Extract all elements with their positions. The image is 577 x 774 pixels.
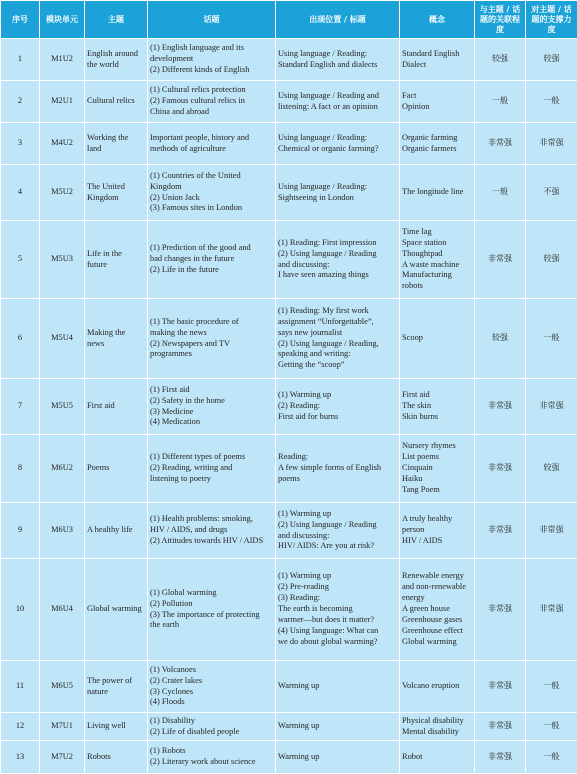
- topics-cell-line: (3) The importance of protecting: [150, 610, 273, 621]
- support-rating: 一般: [526, 299, 577, 379]
- location-cell-line: I have seen amazing things: [278, 270, 397, 281]
- support-rating: 一般: [526, 661, 577, 713]
- topics-cell-line: (2) Union Jack: [150, 193, 273, 204]
- location-cell-line: (1) Reading: First impression: [278, 238, 397, 249]
- theme-cell-line: news: [87, 339, 145, 350]
- location-cell-line: and discussing:: [278, 260, 397, 271]
- topics-cell-line: (2) Safety in the home: [150, 396, 273, 407]
- relevance-rating: 非常强: [475, 123, 526, 165]
- relevance-rating: 较强: [475, 299, 526, 379]
- topics-cell-line: (4) Medication: [150, 417, 273, 428]
- support-rating: 一般: [526, 741, 577, 774]
- location-cell-line: warmer—but does it matter?: [278, 615, 397, 626]
- topics-cell-line: (2) Different kinds of English: [150, 65, 273, 76]
- concepts-cell-line: Standard English: [402, 49, 472, 60]
- row-number: 1: [1, 39, 40, 81]
- concepts-cell-line: person: [402, 525, 472, 536]
- location-cell-line: First aid for burns: [278, 412, 397, 423]
- topics-cell: [148, 713, 276, 741]
- topics-cell-line: (2) Reading, writing and: [150, 463, 273, 474]
- concepts-cell-line: A green house: [402, 604, 472, 615]
- concepts-cell-line: energy: [402, 593, 472, 604]
- theme-cell-line: Cultural relics: [87, 96, 145, 107]
- location-cell-line: A few simple forms of English: [278, 463, 397, 474]
- relevance-rating: 非常强: [475, 661, 526, 713]
- theme-cell: [85, 299, 148, 379]
- topics-cell-line: the earth: [150, 620, 273, 631]
- module-unit: M7U1: [40, 713, 85, 741]
- row-number: 2: [1, 81, 40, 123]
- support-rating: 较强: [526, 435, 577, 503]
- row-number: 8: [1, 435, 40, 503]
- module-unit: M6U3: [40, 503, 85, 559]
- topics-cell: [148, 559, 276, 661]
- concepts-cell-line: Skin burns: [402, 412, 472, 423]
- theme-cell-line: A healthy life: [87, 525, 145, 536]
- header-topics: 话题: [148, 1, 276, 39]
- table-row: [1, 123, 577, 165]
- table-row: [1, 713, 577, 741]
- table-row: [1, 435, 577, 503]
- topics-cell: [148, 123, 276, 165]
- concepts-cell: [400, 741, 475, 774]
- topics-cell: [148, 661, 276, 713]
- topics-cell-line: China and abroad: [150, 107, 273, 118]
- row-number: 7: [1, 379, 40, 435]
- concepts-cell-line: Dialect: [402, 60, 472, 71]
- location-cell: [276, 741, 400, 774]
- topics-cell-line: Important people, history and: [150, 133, 273, 144]
- header-unit: 模块单元: [40, 1, 85, 39]
- topics-cell-line: HIV / AIDS, and drugs: [150, 525, 273, 536]
- location-cell-line: Chemical or organic farming?: [278, 144, 397, 155]
- support-rating: 一般: [526, 81, 577, 123]
- header-theme: 主题: [85, 1, 148, 39]
- location-cell-line: says new journalist: [278, 328, 397, 339]
- header-relevance: 与主题 / 话题的关联程度: [475, 1, 526, 39]
- location-cell-line: speaking and writing:: [278, 349, 397, 360]
- location-cell-line: Using language / Reading and: [278, 91, 397, 102]
- topics-cell-line: (4) Floods: [150, 697, 273, 708]
- theme-cell: [85, 713, 148, 741]
- theme-cell: [85, 165, 148, 221]
- concepts-cell-line: The skin: [402, 401, 472, 412]
- location-cell-line: (2) Pre-reading: [278, 582, 397, 593]
- support-rating: 不强: [526, 165, 577, 221]
- table-row: [1, 503, 577, 559]
- row-number: 13: [1, 741, 40, 774]
- theme-cell-line: Global warming: [87, 604, 145, 615]
- row-number: 5: [1, 221, 40, 299]
- module-unit: M6U2: [40, 435, 85, 503]
- concepts-cell-line: Space station: [402, 238, 472, 249]
- header-row: [1, 1, 577, 39]
- topics-cell-line: (1) Robots: [150, 746, 273, 757]
- location-cell: [276, 123, 400, 165]
- theme-cell-line: The power of: [87, 676, 145, 687]
- topics-cell-line: development: [150, 54, 273, 65]
- concepts-cell: [400, 379, 475, 435]
- location-cell-line: (2) Using language / Reading,: [278, 339, 397, 350]
- concepts-cell: [400, 123, 475, 165]
- table-row: [1, 379, 577, 435]
- topics-cell: [148, 39, 276, 81]
- topics-cell: [148, 221, 276, 299]
- topics-cell-line: making the news: [150, 328, 273, 339]
- location-cell: [276, 299, 400, 379]
- topics-cell-line: (3) Famous sites in London: [150, 203, 273, 214]
- header-concepts: 概念: [400, 1, 475, 39]
- concepts-cell: [400, 39, 475, 81]
- topics-cell-line: (2) Newspapers and TV: [150, 339, 273, 350]
- location-cell-line: assignment “Unforgettable”,: [278, 317, 397, 328]
- location-cell-line: (2) Using language / Reading: [278, 520, 397, 531]
- theme-cell-line: English around: [87, 49, 145, 60]
- module-unit: M5U4: [40, 299, 85, 379]
- relevance-rating: 非常强: [475, 435, 526, 503]
- topics-cell: [148, 379, 276, 435]
- concepts-cell-line: The longitude line: [402, 187, 472, 198]
- module-unit: M1U2: [40, 39, 85, 81]
- concepts-cell: [400, 559, 475, 661]
- theme-cell-line: Poems: [87, 463, 145, 474]
- location-cell: [276, 379, 400, 435]
- location-cell-line: Using language / Reading:: [278, 133, 397, 144]
- relevance-rating: 非常强: [475, 741, 526, 774]
- location-cell-line: Using language / Reading:: [278, 49, 397, 60]
- theme-cell: [85, 741, 148, 774]
- topics-cell-line: (1) Disability: [150, 716, 273, 727]
- topics-cell-line: (2) Life of disabled people: [150, 727, 273, 738]
- location-cell: [276, 165, 400, 221]
- support-rating: 较强: [526, 39, 577, 81]
- relevance-rating: 一般: [475, 165, 526, 221]
- topics-cell-line: (1) Different types of poems: [150, 452, 273, 463]
- concepts-cell: [400, 81, 475, 123]
- topics-cell: [148, 435, 276, 503]
- location-cell-line: (1) Warming up: [278, 390, 397, 401]
- topics-cell-line: (1) Cultural relics protection: [150, 85, 273, 96]
- support-rating: 非常强: [526, 559, 577, 661]
- location-cell-line: (1) Warming up: [278, 509, 397, 520]
- location-cell-line: Sightseeing in London: [278, 193, 397, 204]
- concepts-cell: [400, 661, 475, 713]
- theme-cell: [85, 221, 148, 299]
- topics-cell-line: Kingdom: [150, 182, 273, 193]
- concepts-cell-line: robots: [402, 281, 472, 292]
- concepts-cell-line: Physical disability: [402, 716, 472, 727]
- location-cell-line: Warming up: [278, 752, 397, 763]
- location-cell: [276, 81, 400, 123]
- concepts-cell-line: A truly healthy: [402, 514, 472, 525]
- topics-cell-line: (2) Famous cultural relics in: [150, 96, 273, 107]
- topics-cell: [148, 299, 276, 379]
- theme-cell: [85, 435, 148, 503]
- relevance-rating: 非常强: [475, 713, 526, 741]
- location-cell-line: HIV/ AIDS: Are you at risk?: [278, 541, 397, 552]
- topics-cell-line: (2) Attitudes towards HIV / AIDS: [150, 536, 273, 547]
- topics-cell-line: (1) The basic procedure of: [150, 317, 273, 328]
- table-row: [1, 39, 577, 81]
- location-cell-line: The earth is becoming: [278, 604, 397, 615]
- concepts-cell: [400, 299, 475, 379]
- table-header: [1, 1, 577, 39]
- location-cell: [276, 221, 400, 299]
- topics-cell-line: (1) Global warming: [150, 588, 273, 599]
- concepts-cell: [400, 165, 475, 221]
- row-number: 12: [1, 713, 40, 741]
- topics-cell: [148, 165, 276, 221]
- theme-cell-line: nature: [87, 687, 145, 698]
- topics-cell: [148, 741, 276, 774]
- location-cell-line: Using language / Reading:: [278, 182, 397, 193]
- support-rating: 非常强: [526, 123, 577, 165]
- theme-cell-line: land: [87, 144, 145, 155]
- theme-cell-line: Living well: [87, 721, 145, 732]
- location-cell: [276, 661, 400, 713]
- topics-cell-line: (2) Literary work about science: [150, 757, 273, 768]
- theme-cell: [85, 39, 148, 81]
- topics-cell-line: (1) English language and its: [150, 43, 273, 54]
- relevance-rating: 较强: [475, 39, 526, 81]
- location-cell-line: listening: A fact or an opinion: [278, 102, 397, 113]
- theme-cell-line: Kingdom: [87, 193, 145, 204]
- header-support: 对主题 / 话题的支撑力度: [526, 1, 577, 39]
- table-row: [1, 559, 577, 661]
- concepts-cell: [400, 503, 475, 559]
- concepts-cell-line: Renewable energy: [402, 571, 472, 582]
- location-cell-line: (4) Using language: What can: [278, 626, 397, 637]
- topics-cell-line: programmes: [150, 349, 273, 360]
- relevance-rating: 非常强: [475, 503, 526, 559]
- location-cell-line: Reading:: [278, 452, 397, 463]
- module-unit: M5U2: [40, 165, 85, 221]
- module-unit: M5U3: [40, 221, 85, 299]
- module-unit: M6U5: [40, 661, 85, 713]
- theme-cell-line: future: [87, 260, 145, 271]
- row-number: 3: [1, 123, 40, 165]
- theme-cell: [85, 379, 148, 435]
- table-row: [1, 741, 577, 774]
- concepts-cell-line: HIV / AIDS: [402, 536, 472, 547]
- topics-cell: [148, 503, 276, 559]
- location-cell-line: Warming up: [278, 681, 397, 692]
- location-cell: [276, 713, 400, 741]
- topics-cell-line: (1) Health problems: smoking,: [150, 514, 273, 525]
- topics-cell-line: (1) First aid: [150, 385, 273, 396]
- concepts-cell-line: Nursery rhymes: [402, 441, 472, 452]
- theme-cell-line: First aid: [87, 401, 145, 412]
- theme-cell: [85, 81, 148, 123]
- concepts-cell: [400, 435, 475, 503]
- row-number: 4: [1, 165, 40, 221]
- module-unit: M2U1: [40, 81, 85, 123]
- theme-cell-line: Making the: [87, 328, 145, 339]
- theme-cell: [85, 503, 148, 559]
- theme-cell: [85, 123, 148, 165]
- theme-cell-line: Robots: [87, 752, 145, 763]
- location-cell: [276, 503, 400, 559]
- concepts-cell-line: Greenhouse gases: [402, 615, 472, 626]
- theme-cell-line: Life in the: [87, 249, 145, 260]
- theme-cell-line: Working the: [87, 133, 145, 144]
- row-number: 11: [1, 661, 40, 713]
- location-cell-line: (1) Reading: My first work: [278, 306, 397, 317]
- concepts-cell-line: A waste machine: [402, 260, 472, 271]
- relevance-rating: 非常强: [475, 379, 526, 435]
- location-cell: [276, 559, 400, 661]
- topics-cell-line: (3) Cyclones: [150, 687, 273, 698]
- relevance-rating: 非常强: [475, 221, 526, 299]
- location-cell-line: (1) Warming up: [278, 571, 397, 582]
- table-row: [1, 165, 577, 221]
- support-rating: 一般: [526, 713, 577, 741]
- concepts-cell-line: Opinion: [402, 102, 472, 113]
- concepts-cell-line: Organic farming: [402, 133, 472, 144]
- topics-cell-line: (2) Life in the future: [150, 265, 273, 276]
- header-no: 序号: [1, 1, 40, 39]
- theme-cell: [85, 559, 148, 661]
- theme-cell: [85, 661, 148, 713]
- concepts-cell-line: Fact: [402, 91, 472, 102]
- location-cell-line: Standard English and dialects: [278, 60, 397, 71]
- topics-cell-line: (1) Volcanoes: [150, 665, 273, 676]
- table-row: [1, 299, 577, 379]
- concepts-cell: [400, 221, 475, 299]
- theme-cell-line: The United: [87, 182, 145, 193]
- concepts-cell-line: Time lag: [402, 227, 472, 238]
- row-number: 6: [1, 299, 40, 379]
- concepts-cell-line: Thoughtpad: [402, 249, 472, 260]
- row-number: 9: [1, 503, 40, 559]
- topics-cell-line: (2) Pollution: [150, 599, 273, 610]
- topics-cell-line: (3) Medicine: [150, 407, 273, 418]
- location-cell-line: Warming up: [278, 721, 397, 732]
- topics-cell-line: (2) Crater lakes: [150, 676, 273, 687]
- support-rating: 较强: [526, 221, 577, 299]
- concepts-cell: [400, 713, 475, 741]
- topics-cell-line: bad changes in the future: [150, 254, 273, 265]
- topics-cell-line: (1) Countries of the United: [150, 171, 273, 182]
- module-unit: M5U5: [40, 379, 85, 435]
- location-cell: [276, 39, 400, 81]
- location-cell-line: (3) Reading:: [278, 593, 397, 604]
- concepts-cell-line: Manufacturing: [402, 270, 472, 281]
- concepts-cell-line: Haiku: [402, 474, 472, 485]
- location-cell: [276, 435, 400, 503]
- module-unit: M6U4: [40, 559, 85, 661]
- module-unit: M4U2: [40, 123, 85, 165]
- support-rating: 非常强: [526, 503, 577, 559]
- concepts-cell-line: Cinquain: [402, 463, 472, 474]
- concepts-cell-line: Robot: [402, 752, 472, 763]
- topics-cell-line: methods of agriculture: [150, 144, 273, 155]
- support-rating: 非常强: [526, 379, 577, 435]
- table-body: [1, 39, 577, 774]
- table-row: [1, 661, 577, 713]
- relevance-rating: 非常强: [475, 559, 526, 661]
- concepts-cell-line: List poems: [402, 452, 472, 463]
- header-location: 出现位置 / 标题: [276, 1, 400, 39]
- topics-cell-line: listening to poetry: [150, 474, 273, 485]
- location-cell-line: Getting the “scoop”: [278, 360, 397, 371]
- concepts-cell-line: Volcano eruption: [402, 681, 472, 692]
- row-number: 10: [1, 559, 40, 661]
- concepts-cell-line: Scoop: [402, 333, 472, 344]
- location-cell-line: we do about global warming?: [278, 637, 397, 648]
- concepts-cell-line: Organic farmers: [402, 144, 472, 155]
- module-unit: M7U2: [40, 741, 85, 774]
- theme-cell-line: the world: [87, 60, 145, 71]
- table-row: [1, 81, 577, 123]
- location-cell-line: (2) Using language / Reading: [278, 249, 397, 260]
- location-cell-line: (2) Reading:: [278, 401, 397, 412]
- topics-cell: [148, 81, 276, 123]
- table-row: [1, 221, 577, 299]
- concepts-cell-line: First aid: [402, 390, 472, 401]
- concepts-cell-line: Global warming: [402, 637, 472, 648]
- topics-cell-line: (1) Prediction of the good and: [150, 243, 273, 254]
- concepts-cell-line: Greenhouse effect: [402, 626, 472, 637]
- relevance-rating: 一般: [475, 81, 526, 123]
- concepts-cell-line: Mental disability: [402, 727, 472, 738]
- concepts-cell-line: Tang Poem: [402, 485, 472, 496]
- location-cell-line: poems: [278, 474, 397, 485]
- location-cell-line: and discussing:: [278, 531, 397, 542]
- concepts-cell-line: and non-renewable: [402, 582, 472, 593]
